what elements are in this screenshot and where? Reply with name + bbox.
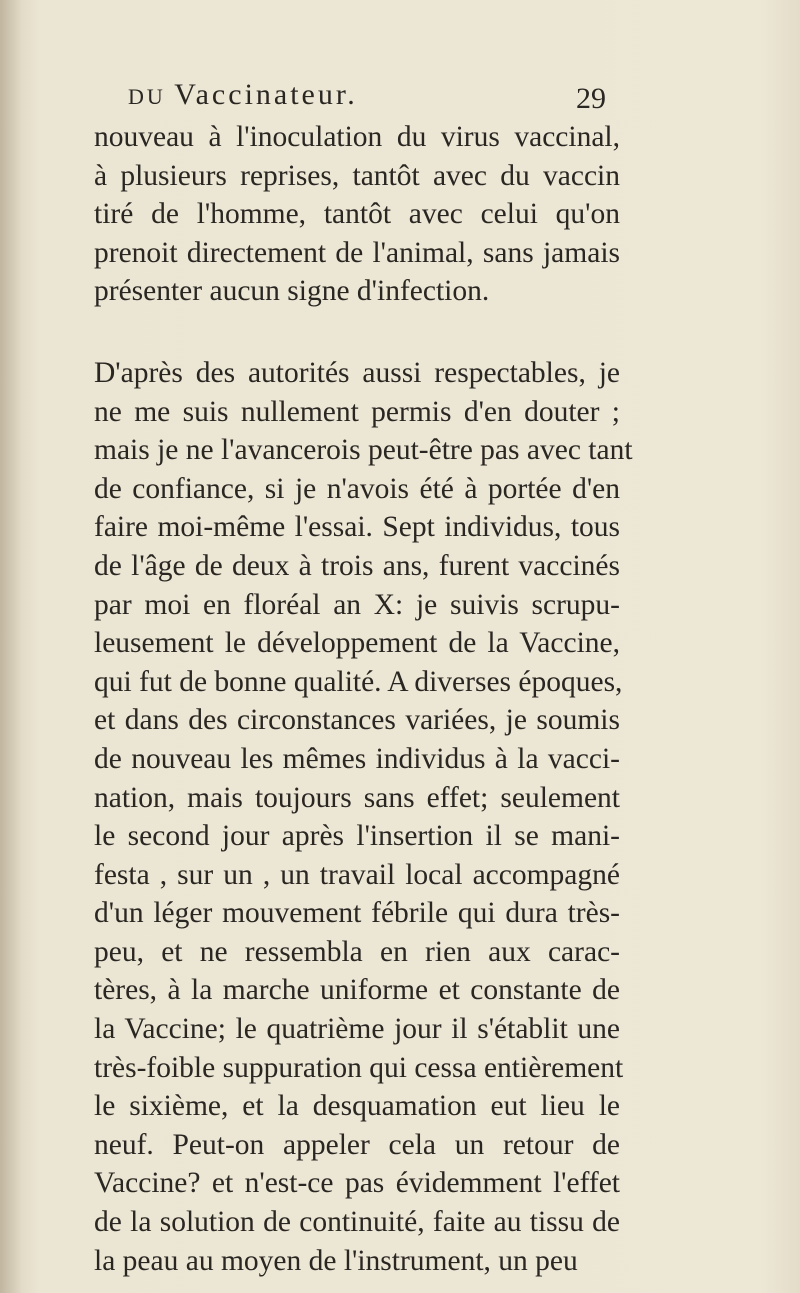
running-head-prefix: DU (128, 84, 175, 109)
text-line: de confiance, si je n'avois été à portée d'en (94, 472, 620, 505)
paragraph (94, 118, 620, 311)
text-line: le second jour après l'insertion il se mani- (94, 820, 620, 853)
text-line: la Vaccine; le quatrième jour il s'établit une (94, 1013, 620, 1046)
text-line: de nouveau les mêmes individus à la vacci- (94, 742, 620, 775)
text-line: la peau au moyen de l'instrument, un peu (94, 1244, 578, 1277)
page-header (128, 68, 606, 118)
text-line: festa , sur un , un travail local accompagné (94, 858, 620, 891)
running-head (128, 78, 358, 112)
text-line: de la solution de continuité, faite au tissu de (94, 1206, 620, 1239)
text-line: prenoit directement de l'animal, sans jamais (94, 236, 620, 269)
text-line: d'un léger mouvement fébrile qui dura très- (94, 897, 620, 930)
text-line: neuf. Peut-on appeler cela un retour de (94, 1128, 620, 1161)
text-line: mais je ne l'avancerois peut-être pas avec tant (94, 434, 633, 467)
text-line: présenter aucun signe d'infection. (94, 275, 490, 308)
text-line: de l'âge de deux à trois ans, furent vaccinés (94, 549, 620, 582)
text-line: à plusieurs reprises, tantôt avec du vaccin (94, 159, 620, 192)
text-line: tères, à la marche uniforme et constante de (94, 974, 620, 1007)
text-line: faire moi-même l'essai. Sept individus, tous (94, 511, 620, 544)
page-gutter-shadow (0, 0, 22, 1293)
text-line: leusement le développement de la Vaccine, (94, 627, 620, 660)
paragraph (94, 354, 633, 1280)
text-line: nation, mais toujours sans effet; seulement (94, 781, 620, 814)
body-text (94, 118, 633, 1280)
text-line: ne me suis nullement permis d'en douter ; (94, 395, 620, 428)
text-line: Vaccine? et n'est-ce pas évidemment l'effet (94, 1167, 620, 1200)
text-line: tiré de l'homme, tantôt avec celui qu'on (94, 198, 620, 231)
text-line: peu, et ne ressembla en rien aux carac- (94, 935, 620, 968)
page-number: 29 (576, 82, 606, 115)
text-line: très-foible suppuration qui cessa entièrement (94, 1051, 624, 1084)
paragraph-gap (94, 311, 620, 354)
text-line: nouveau à l'inoculation du virus vaccinal, (94, 121, 620, 153)
text-line: par moi en floréal an X: je suivis scrupu- (94, 588, 620, 621)
text-line: et dans des circonstances variées, je soumis (94, 704, 620, 737)
running-head-title: Vaccinateur. (174, 78, 358, 111)
text-line: le sixième, et la desquamation eut lieu le (94, 1090, 620, 1123)
text-line: qui fut de bonne qualité. A diverses époques, (94, 665, 623, 698)
text-line: D'après des autorités aussi respectables, je (94, 356, 620, 389)
